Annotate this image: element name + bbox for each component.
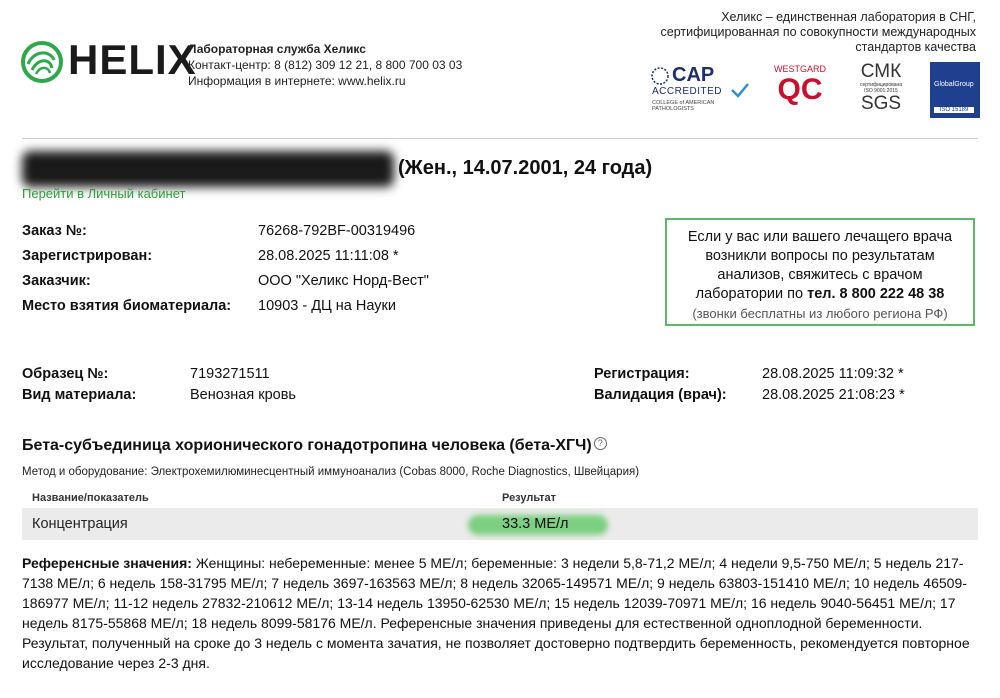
customer-value: ООО "Хеликс Норд-Вест": [258, 273, 429, 289]
sample-place-label: Место взятия биоматериала:: [22, 298, 232, 314]
redacted-patient-name: [22, 151, 394, 187]
result-value: 33.3 МЕ/л: [502, 516, 569, 532]
table-row: [22, 508, 978, 540]
westgard-qc-badge: [770, 62, 830, 110]
infobox-line: Если у вас или вашего лечащего врача: [687, 229, 953, 245]
tagline-line: Хеликс – единственная лаборатория в СНГ,: [721, 10, 976, 24]
reference-text: Женщины: небеременные: менее 5 МЕ/л; беременные: 3 недели 5,8-71,2 МЕ/л; 4 недели 9,5-750 МЕ/л; 5 недель 217-7138 МЕ/л; 6 недель 158-31795 МЕ/л; 7 недель 3697-163563 МЕ/л; 8 недель 32065-149571 МЕ/л; 9 недель 63803-151410 МЕ/л; 10 недель 46509-186977 МЕ/л; 11-12 недель 27832-210612 МЕ/л; 13-14 недель 13950-62530 МЕ/л; 15 недель 12039-70971 МЕ/л; 16 недель 9040-56451 МЕ/л; 17 недель 8175-55868 МЕ/л; 18 недель 8099-58176 МЕ/л. Референсные значения приведены для естественной одноплодной беременности. Результат, полученный на сроке до 3 недель с момента зачатия, не позволяет достоверно подтвердить беременность, рекомендуется повторное исследование через 2-3 дня.: [22, 555, 970, 671]
order-label: Заказ №:: [22, 223, 87, 239]
doctor-contact-box: [665, 218, 975, 326]
lab-name: Лабораторная служба Хеликс: [188, 42, 366, 56]
website-info: Информация в интернете: www.helix.ru: [188, 74, 406, 88]
iso-15189-label: ISO 15189: [934, 107, 974, 113]
infobox-line: возникли вопросы по результатам: [705, 248, 935, 264]
results-table-header: [22, 490, 978, 508]
test-title-row: [22, 437, 607, 455]
registration-value: 28.08.2025 11:09:32 *: [762, 366, 904, 382]
globalgroup-iso-badge: [930, 62, 980, 118]
doctor-phone[interactable]: тел. 8 800 222 48 38: [807, 286, 945, 302]
sgs-label: SGS: [860, 93, 902, 114]
validation-label: Валидация (врач):: [594, 387, 727, 403]
contact-center: Контакт-центр: 8 (812) 309 12 21, 8 800 700 03 03: [188, 58, 463, 72]
cap-subtitle: ACCREDITED: [652, 86, 723, 97]
test-method: Метод и оборудование: Электрохемилюминесцентный иммуноанализ (Cobas 8000, Roche Diagnostics, Швейцария): [22, 466, 640, 478]
cap-accredited-badge: [650, 62, 754, 110]
patient-details: (Жен., 14.07.2001, 24 года): [398, 157, 653, 179]
smk-sgs-badge: [856, 62, 906, 120]
validation-value: 28.08.2025 21:08:23 *: [762, 387, 905, 403]
smk-iso-label: сертифицирована ISO 9001:2015: [859, 82, 903, 94]
material-value: Венозная кровь: [190, 387, 296, 403]
customer-label: Заказчик:: [22, 273, 91, 289]
free-call-note: (звонки бесплатны из любого региона РФ): [692, 306, 948, 321]
helix-swirl-icon: [20, 40, 64, 84]
registered-label: Зарегистрирован:: [22, 248, 153, 264]
infobox-phone-prefix: лаборатории по: [695, 286, 808, 302]
reference-label: Референсные значения:: [22, 555, 192, 571]
infobox-line: анализов, свяжитесь с врачом: [717, 267, 923, 283]
cap-globe-icon: [650, 66, 670, 86]
material-label: Вид материала:: [22, 387, 137, 403]
sample-place-value: 10903 - ДЦ на Науки: [258, 298, 396, 314]
sample-label: Образец №:: [22, 366, 109, 382]
reference-values: [22, 553, 978, 673]
logo-text: HELIX: [68, 36, 197, 83]
westgard-label: WESTGARD: [773, 64, 826, 74]
personal-cabinet-link[interactable]: Перейти в Личный кабинет: [22, 186, 186, 201]
smk-label: СМК: [860, 61, 902, 82]
test-title: Бета-субъединица хорионического гонадотропина человека (бета-ХГЧ): [22, 437, 592, 454]
globalgroup-label: GlobalGroup: [934, 81, 974, 88]
help-icon[interactable]: ?: [594, 437, 607, 450]
tagline-line: стандартов качества: [855, 40, 976, 54]
order-number: 76268-792BF-00319496: [258, 223, 416, 239]
check-icon: [730, 82, 750, 98]
tagline-line: сертифицированная по совокупности международных: [660, 25, 976, 39]
quality-tagline: [636, 10, 976, 55]
cap-title: CAP: [672, 64, 715, 86]
cap-org: COLLEGE of AMERICAN PATHOLOGISTS: [652, 100, 715, 112]
header-divider: [22, 138, 978, 139]
infobox-phone-line: [667, 285, 973, 304]
lab-contact-info: [188, 41, 462, 89]
registered-value: 28.08.2025 11:11:08 *: [258, 248, 399, 264]
column-result-header: Результат: [502, 492, 557, 504]
parameter-name: Концентрация: [32, 516, 128, 532]
registration-label: Регистрация:: [594, 366, 690, 382]
qc-label: QC: [777, 73, 823, 106]
column-name-header: Название/показатель: [32, 492, 149, 504]
sample-number: 7193271511: [190, 366, 270, 382]
